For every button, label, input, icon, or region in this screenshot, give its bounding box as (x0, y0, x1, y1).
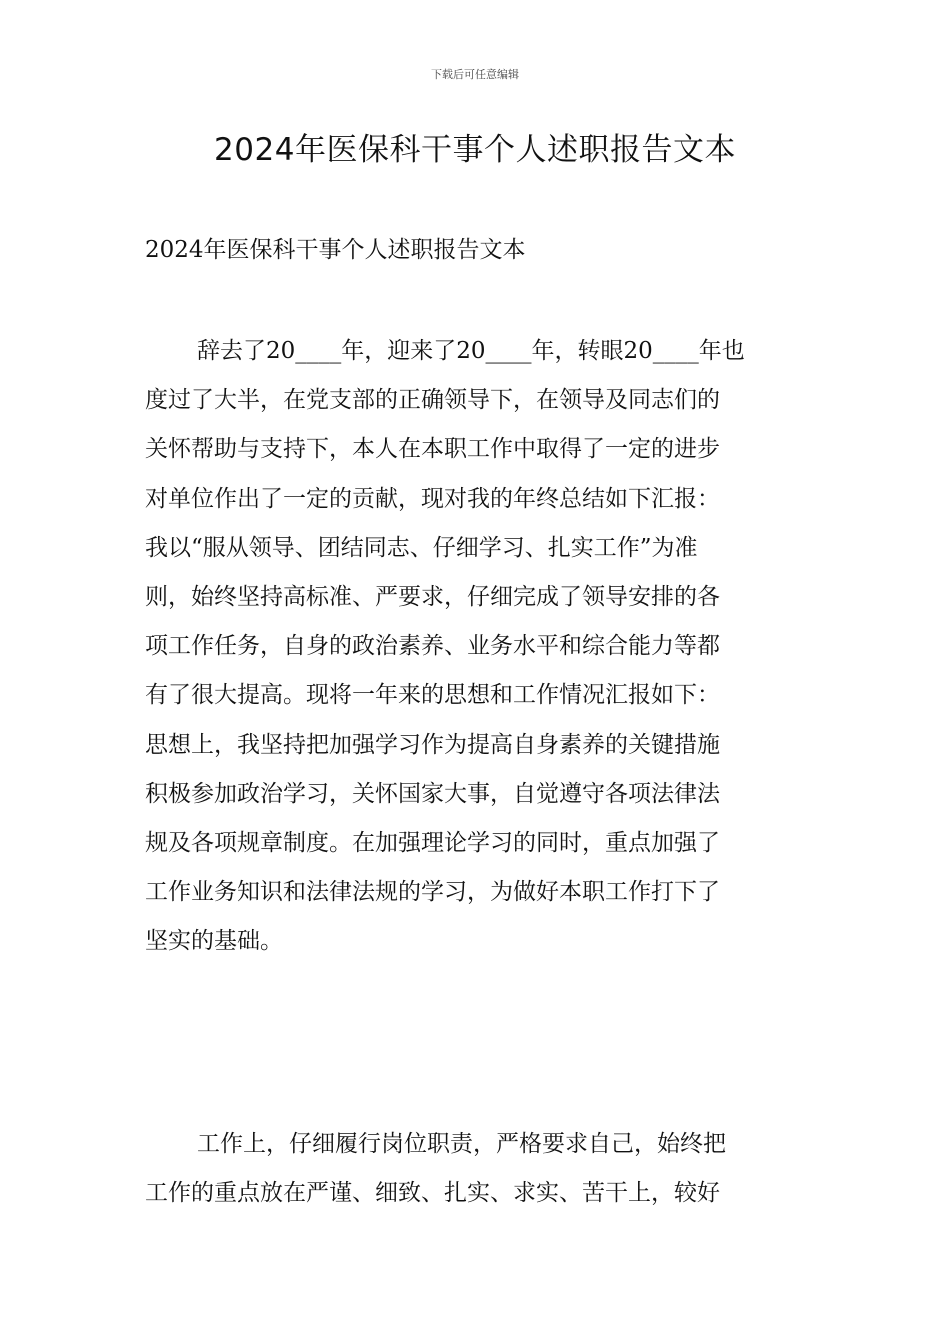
header-note: 下载后可任意编辑 (431, 68, 519, 81)
paragraph-line: 则，始终坚持高标准、严要求，仔细完成了领导安排的各 (145, 584, 720, 611)
paragraph-line: 规及各项规章制度。在加强理论学习的同时，重点加强了 (145, 830, 720, 857)
paragraph-1 (145, 327, 807, 967)
paragraph-line: 坚实的基础。 (145, 928, 283, 955)
paragraph-line: 工作业务知识和法律法规的学习，为做好本职工作打下了 (145, 879, 720, 906)
document-subtitle: 2024年医保科干事个人述职报告文本 (145, 237, 526, 263)
paragraph-line: 度过了大半，在党支部的正确领导下，在领导及同志们的 (145, 387, 720, 414)
paragraph-line: 工作上，仔细履行岗位职责，严格要求自己，始终把 (197, 1131, 726, 1157)
paragraph-line: 工作的重点放在严谨、细致、扎实、求实、苦干上，较好 (145, 1180, 720, 1207)
paragraph-line: 关怀帮助与支持下，本人在本职工作中取得了一定的进步 (145, 436, 720, 463)
paragraph-line: 有了很大提高。现将一年来的思想和工作情况汇报如下： (145, 682, 720, 709)
paragraph-line: 思想上，我坚持把加强学习作为提高自身素养的关键措施 (145, 731, 720, 758)
paragraph-line: 我以“服从领导、团结同志、仔细学习、扎实工作”为准 (145, 534, 698, 561)
paragraph-2 (145, 1120, 807, 1218)
paragraph-line: 积极参加政治学习，关怀国家大事，自觉遵守各项法律法 (145, 780, 720, 807)
paragraph-line: 项工作任务，自身的政治素养、业务水平和综合能力等都 (145, 633, 720, 660)
paragraph-line: 对单位作出了一定的贡献，现对我的年终总结如下汇报： (145, 485, 720, 512)
paragraph-line: 辞去了20____年，迎来了20____年，转眼20____年也 (197, 338, 745, 364)
document-title: 2024年医保科干事个人述职报告文本 (214, 132, 736, 168)
